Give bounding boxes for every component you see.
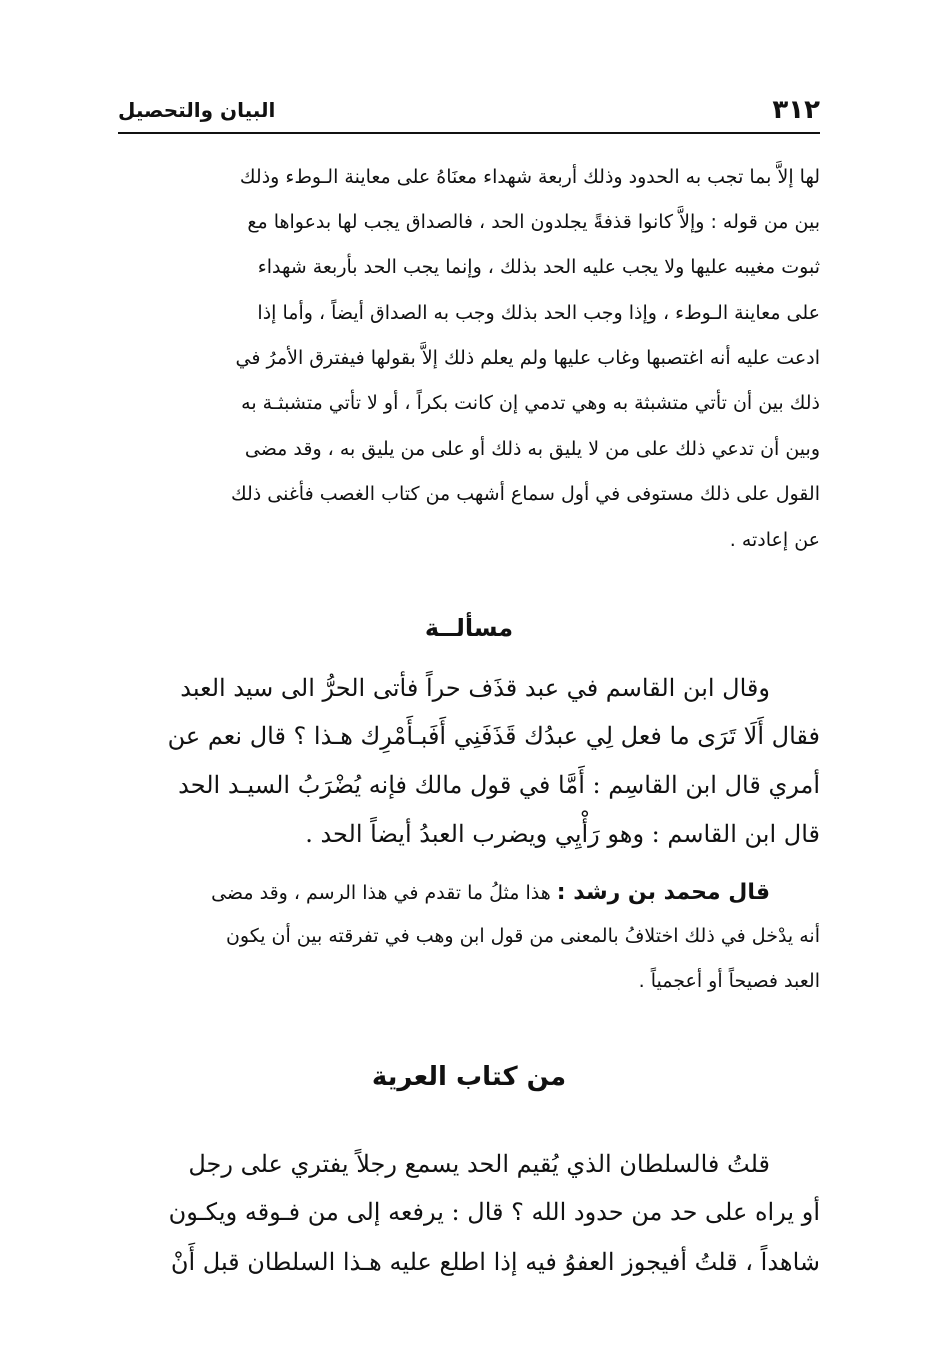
section-heading: مسألــة	[424, 614, 514, 642]
running-title: البيان والتحصيل	[118, 98, 276, 122]
paragraph-line: ثبوت مغيبه عليها ولا يجب عليه الحد بذلك ، وإنما يجب الحد بأربعة شهداء	[257, 256, 820, 278]
paragraph-line: على معاينة الـوطء ، وإذا وجب الحد بذلك وجب به الصداق أيضاً ، وأما إذا	[257, 302, 820, 324]
paragraph-line: وبين أن تدعي ذلك على من لا يليق به ذلك أو على من يليق به ، وقد مضى	[244, 438, 820, 460]
paragraph-line: ذلك بين أن تأتي متشبثة به وهي تدمي إن كانت بكراً ، أو لا تأتي متشبثـة به	[241, 392, 820, 414]
paragraph-line: قال ابن القاسم : وهو رَأْيِي ويضرب العبدُ أيضاً الحد .	[305, 820, 820, 848]
paragraph-line: قلتُ فالسلطان الذي يُقيم الحد يسمع رجلاً يفتري على رجل	[188, 1150, 770, 1178]
paragraph-line: بين من قوله : وإلاَّ كانوا قذفةً يجلدون الحد ، فالصداق يجب لها بدعواها مع	[247, 211, 820, 233]
header-rule	[118, 132, 820, 134]
paragraph-line: وقال ابن القاسم في عبد قذَف حراً فأتى الحرُّ الى سيد العبد	[180, 674, 770, 702]
page-number: ٣١٢	[772, 95, 820, 125]
paragraph-line: العبد فصيحاً أو أعجمياً .	[638, 970, 820, 992]
paragraph-line: شاهداً ، قلتُ أفيجوز العفوُ فيه إذا اطلع عليه هـذا السلطان قبل أَنْ	[170, 1248, 820, 1276]
paragraph-line: فقال أَلَا تَرَى ما فعل لِي عبدُك قَذَفَنِي أَفَبـأَمْرِك هـذا ؟ قال نعم عن	[167, 722, 820, 750]
author-attribution: قال محمد بن رشد :	[556, 880, 770, 905]
paragraph-line: لها إلاَّ بما تجب به الحدود وذلك أربعة شهداء معنَاهُ على معاينة الـوطء وذلك	[239, 166, 820, 188]
paragraph-line	[211, 880, 770, 905]
paragraph-text: هذا مثلُ ما تقدم في هذا الرسم ، وقد مضى	[211, 882, 557, 904]
paragraph-line: أو يراه على حد من حدود الله ؟ قال : يرفعه إلى من فـوقه ويكـون	[168, 1198, 820, 1226]
paragraph-line: عن إعادته .	[729, 529, 820, 551]
paragraph-line: ادعت عليه أنه اغتصبها وغاب عليها ولم يعلم ذلك إلاَّ بقولها فيفترق الأمرُ في	[235, 347, 820, 369]
page-header	[118, 90, 820, 130]
paragraph-line: القول على ذلك مستوفى في أول سماع أشهب من كتاب الغصب فأغنى ذلك	[230, 483, 820, 505]
paragraph-line: أنه يدْخل في ذلك اختلافُ بالمعنى من قول ابن وهب في تفرقته بين أن يكون	[225, 925, 820, 947]
paragraph-line: أمري قال ابن القاسِم : أَمَّا في قول مالك فإنه يُضْرَبُ السيـد الحد	[178, 771, 820, 799]
chapter-heading: من كتاب العرية	[371, 1062, 567, 1092]
